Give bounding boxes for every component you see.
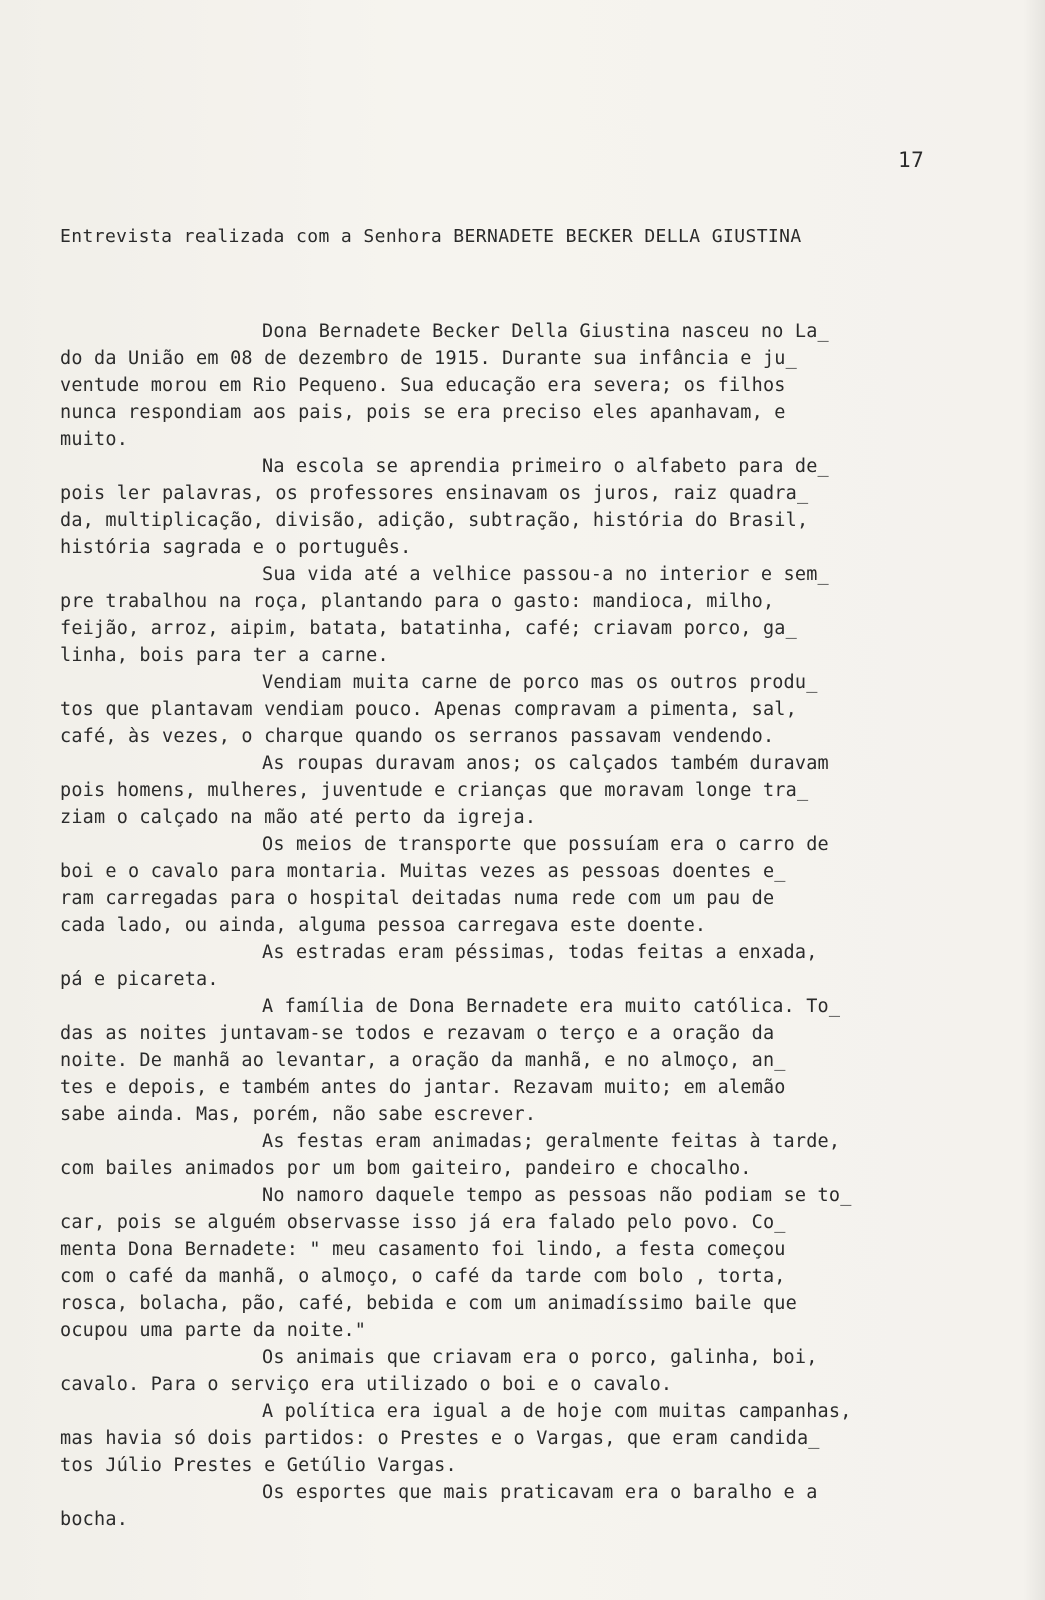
text-line: A família de Dona Bernadete era muito católica. To_ xyxy=(262,996,841,1017)
text-line: Dona Bernadete Becker Della Giustina nasceu no La_ xyxy=(262,321,829,342)
text-line: sabe ainda. Mas, porém, não sabe escrever. xyxy=(60,1104,537,1125)
interview-body xyxy=(60,318,980,1533)
text-line: cavalo. Para o serviço era utilizado o boi e o cavalo. xyxy=(60,1374,673,1395)
text-line: linha, bois para ter a carne. xyxy=(60,645,389,666)
text-line: Os esportes que mais praticavam era o baralho e a xyxy=(262,1482,818,1503)
text-line: nunca respondiam aos pais, pois se era preciso eles apanhavam, e xyxy=(60,402,786,423)
text-line: As estradas eram péssimas, todas feitas a enxada, xyxy=(262,942,818,963)
text-line: ziam o calçado na mão até perto da igreja. xyxy=(60,807,537,828)
text-line: rosca, bolacha, pão, café, bebida e com um animadíssimo baile que xyxy=(60,1293,797,1314)
text-line: noite. De manhã ao levantar, a oração da manhã, e no almoço, an_ xyxy=(60,1050,786,1071)
text-line: pois homens, mulheres, juventude e crianças que moravam longe tra_ xyxy=(60,780,809,801)
text-line: Os animais que criavam era o porco, galinha, boi, xyxy=(262,1347,818,1368)
text-line: feijão, arroz, aipim, batata, batatinha, café; criavam porco, ga_ xyxy=(60,618,797,639)
text-line: As roupas duravam anos; os calçados também duravam xyxy=(262,753,829,774)
text-line: café, às vezes, o charque quando os serranos passavam vendendo. xyxy=(60,726,775,747)
text-line: Vendiam muita carne de porco mas os outros produ_ xyxy=(262,672,818,693)
text-line: cada lado, ou ainda, alguma pessoa carregava este doente. xyxy=(60,915,707,936)
interview-title: Entrevista realizada com a Senhora BERNADETE BECKER DELLA GIUSTINA xyxy=(60,226,802,247)
text-line: pre trabalhou na roça, plantando para o gasto: mandioca, milho, xyxy=(60,591,775,612)
text-line: tos Júlio Prestes e Getúlio Vargas. xyxy=(60,1455,457,1476)
text-line: boi e o cavalo para montaria. Muitas vezes as pessoas doentes e_ xyxy=(60,861,786,882)
text-line: ram carregadas para o hospital deitadas numa rede com um pau de xyxy=(60,888,775,909)
text-line: Na escola se aprendia primeiro o alfabeto para de_ xyxy=(262,456,829,477)
text-line: menta Dona Bernadete: " meu casamento foi lindo, a festa começou xyxy=(60,1239,786,1260)
text-line: tes e depois, e também antes do jantar. Rezavam muito; em alemão xyxy=(60,1077,786,1098)
text-line: mas havia só dois partidos: o Prestes e o Vargas, que eram candida_ xyxy=(60,1428,820,1449)
text-line: tos que plantavam vendiam pouco. Apenas compravam a pimenta, sal, xyxy=(60,699,797,720)
text-line: com bailes animados por um bom gaiteiro, pandeiro e chocalho. xyxy=(60,1158,752,1179)
text-line: car, pois se alguém observasse isso já era falado pelo povo. Co_ xyxy=(60,1212,786,1233)
text-line: ocupou uma parte da noite." xyxy=(60,1320,367,1341)
text-line: A política era igual a de hoje com muitas campanhas, xyxy=(262,1401,852,1422)
text-line: As festas eram animadas; geralmente feitas à tarde, xyxy=(262,1131,841,1152)
page-number: 17 xyxy=(898,148,925,172)
text-line: das as noites juntavam-se todos e rezavam o terço e a oração da xyxy=(60,1023,775,1044)
text-line: Sua vida até a velhice passou-a no interior e sem_ xyxy=(262,564,829,585)
text-line: pá e picareta. xyxy=(60,969,219,990)
page-edge-shadow xyxy=(1023,0,1045,1600)
text-line: com o café da manhã, o almoço, o café da tarde com bolo , torta, xyxy=(60,1266,786,1287)
text-line: história sagrada e o português. xyxy=(60,537,412,558)
text-line: muito. xyxy=(60,429,129,450)
text-line: No namoro daquele tempo as pessoas não podiam se to_ xyxy=(262,1185,852,1206)
text-line: do da União em 08 de dezembro de 1915. Durante sua infância e ju_ xyxy=(60,348,797,369)
text-line: pois ler palavras, os professores ensinavam os juros, raiz quadra_ xyxy=(60,483,809,504)
text-line: ventude morou em Rio Pequeno. Sua educação era severa; os filhos xyxy=(60,375,786,396)
text-line: Os meios de transporte que possuíam era o carro de xyxy=(262,834,829,855)
text-line: da, multiplicação, divisão, adição, subtração, história do Brasil, xyxy=(60,510,809,531)
text-line: bocha. xyxy=(60,1509,129,1530)
